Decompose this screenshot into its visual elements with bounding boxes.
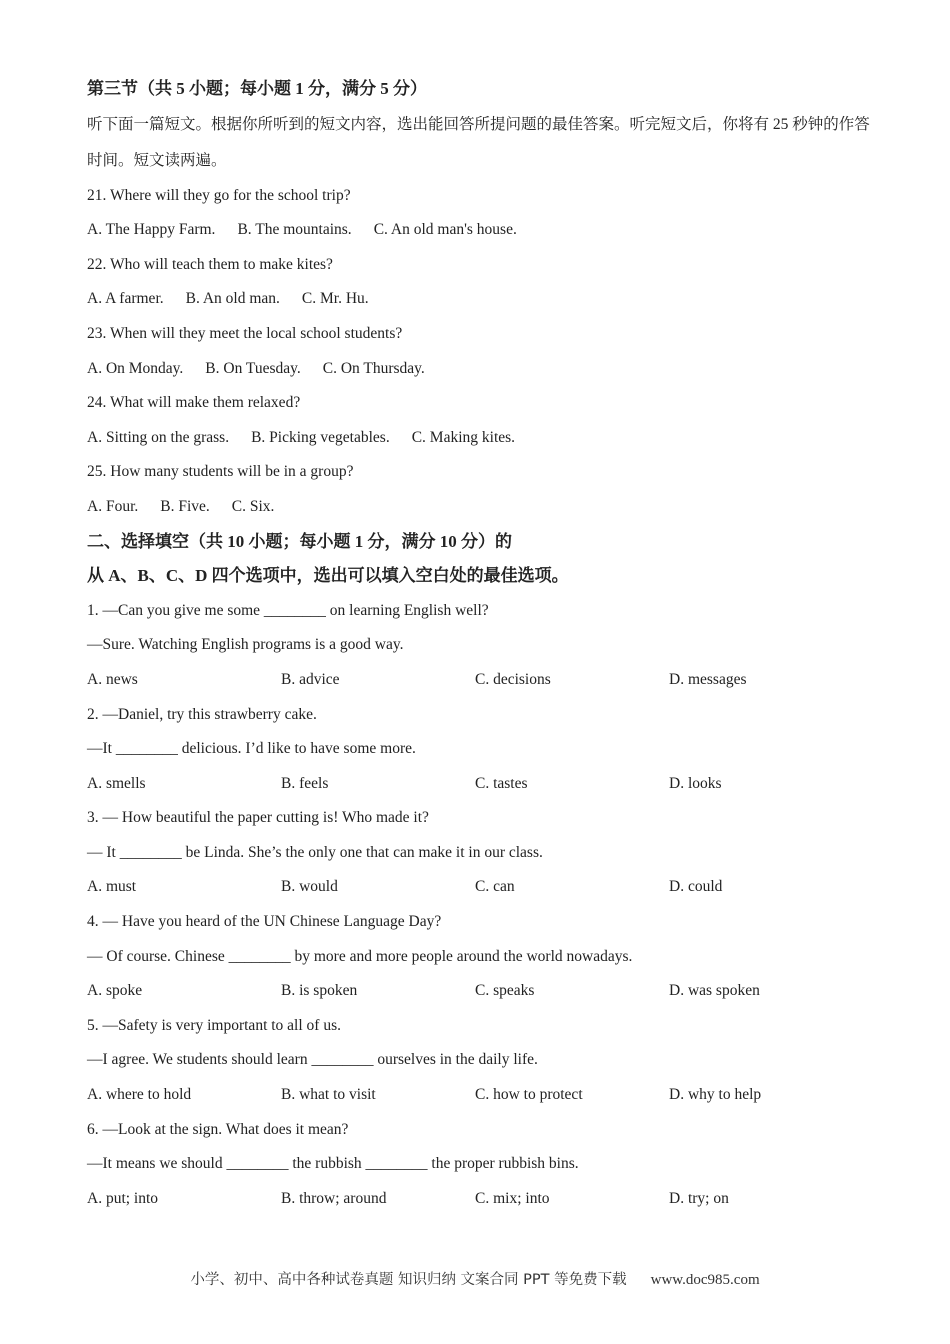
option-c: C. Making kites.: [411, 428, 516, 446]
option-c: C. can: [475, 878, 515, 896]
option-a: A. news: [87, 670, 138, 688]
mc-question-1: 1. —Can you give me some ________ on learning English well?: [87, 601, 489, 619]
option-c: C. speaks: [475, 982, 535, 1000]
option-a: A. Sitting on the grass.: [87, 428, 230, 446]
question-25-options: [87, 490, 877, 525]
option-c: C. decisions: [475, 670, 551, 688]
option-b: B. On Tuesday.: [205, 359, 301, 377]
option-c: C. Mr. Hu.: [301, 290, 369, 308]
exam-page: [87, 72, 877, 1216]
question-21-options: [87, 213, 877, 248]
question-25: 25. How many students will be in a group?: [87, 463, 354, 481]
option-c: C. tastes: [475, 774, 528, 792]
question-23: 23. When will they meet the local school students?: [87, 324, 403, 342]
section3-instruction: 听下面一篇短文。根据你所听到的短文内容，选出能回答所提问题的最佳答案。听完短文后，你将有 25 秒钟的作答时间。短文读两遍。: [87, 115, 870, 169]
option-c: C. On Thursday.: [322, 359, 425, 377]
option-b: B. Picking vegetables.: [251, 428, 390, 446]
option-a: A. The Happy Farm.: [87, 221, 216, 239]
option-a: A. must: [87, 878, 137, 896]
mc-question-6-options: [87, 1182, 877, 1217]
footer-text: 小学、初中、高中各种试卷真题 知识归纳 文案合同 PPT 等免费下载: [190, 1272, 627, 1288]
option-a: A. spoke: [87, 982, 143, 1000]
mc-question-4-options: [87, 974, 877, 1009]
option-b: B. advice: [281, 670, 340, 688]
question-24-options: [87, 421, 877, 456]
option-a: A. smells: [87, 774, 146, 792]
option-b: B. throw; around: [281, 1189, 387, 1207]
mc-question-6-reply: —It means we should ________ the rubbish ________ the proper rubbish bins.: [87, 1155, 579, 1173]
part2-heading: 二、选择填空（共 10 小题；每小题 1 分，满分 10 分）的: [87, 531, 512, 551]
section3-heading: 第三节（共 5 小题；每小题 1 分，满分 5 分）: [87, 79, 427, 98]
mc-question-3: 3. — How beautiful the paper cutting is! Who made it?: [87, 809, 429, 827]
option-b: B. An old man.: [185, 290, 280, 308]
question-21: 21. Where will they go for the school trip?: [87, 186, 351, 204]
mc-question-5-reply: —I agree. We students should learn ________ ourselves in the daily life.: [87, 1051, 538, 1069]
mc-question-4-reply: — Of course. Chinese ________ by more and more people around the world nowadays.: [87, 947, 633, 965]
mc-question-2-reply: —It ________ delicious. I’d like to have some more.: [87, 740, 416, 758]
option-c: C. mix; into: [475, 1189, 550, 1207]
option-b: B. feels: [281, 774, 329, 792]
option-d: D. looks: [669, 774, 722, 792]
option-a: A. Four.: [87, 497, 139, 515]
mc-question-2: 2. —Daniel, try this strawberry cake.: [87, 705, 317, 723]
mc-question-6: 6. —Look at the sign. What does it mean?: [87, 1120, 349, 1138]
option-b: B. is spoken: [281, 982, 358, 1000]
option-c: C. An old man's house.: [373, 221, 517, 239]
question-23-options: [87, 352, 877, 387]
question-24: 24. What will make them relaxed?: [87, 394, 301, 412]
option-d: D. why to help: [669, 1086, 762, 1104]
page-footer: [0, 1268, 950, 1289]
option-c: C. how to protect: [475, 1086, 583, 1104]
mc-question-2-options: [87, 767, 877, 802]
question-22-options: [87, 282, 877, 317]
mc-question-1-options: [87, 663, 877, 698]
option-d: D. could: [669, 878, 723, 896]
option-a: A. A farmer.: [87, 290, 164, 308]
option-d: D. messages: [669, 670, 747, 688]
option-b: B. what to visit: [281, 1086, 376, 1104]
mc-question-1-reply: ―Sure. Watching English programs is a good way.: [87, 636, 404, 654]
option-d: D. try; on: [669, 1189, 729, 1207]
question-22: 22. Who will teach them to make kites?: [87, 255, 333, 273]
option-b: B. The mountains.: [237, 221, 352, 239]
option-a: A. put; into: [87, 1189, 159, 1207]
option-a: A. where to hold: [87, 1086, 192, 1104]
option-c: C. Six.: [231, 497, 275, 515]
mc-question-5: 5. —Safety is very important to all of us.: [87, 1016, 341, 1034]
part2-instruction: 从 A、B、C、D 四个选项中，选出可以填入空白处的最佳选项。: [87, 566, 569, 586]
mc-question-4: 4. — Have you heard of the UN Chinese Language Day?: [87, 913, 442, 931]
mc-question-3-reply: — It ________ be Linda. She’s the only one that can make it in our class.: [87, 843, 543, 861]
option-b: B. would: [281, 878, 338, 896]
option-d: D. was spoken: [669, 982, 760, 1000]
option-b: B. Five.: [160, 497, 210, 515]
mc-question-3-options: [87, 870, 877, 905]
footer-url[interactable]: www.doc985.com: [650, 1272, 760, 1288]
mc-question-5-options: [87, 1078, 877, 1113]
option-a: A. On Monday.: [87, 359, 184, 377]
